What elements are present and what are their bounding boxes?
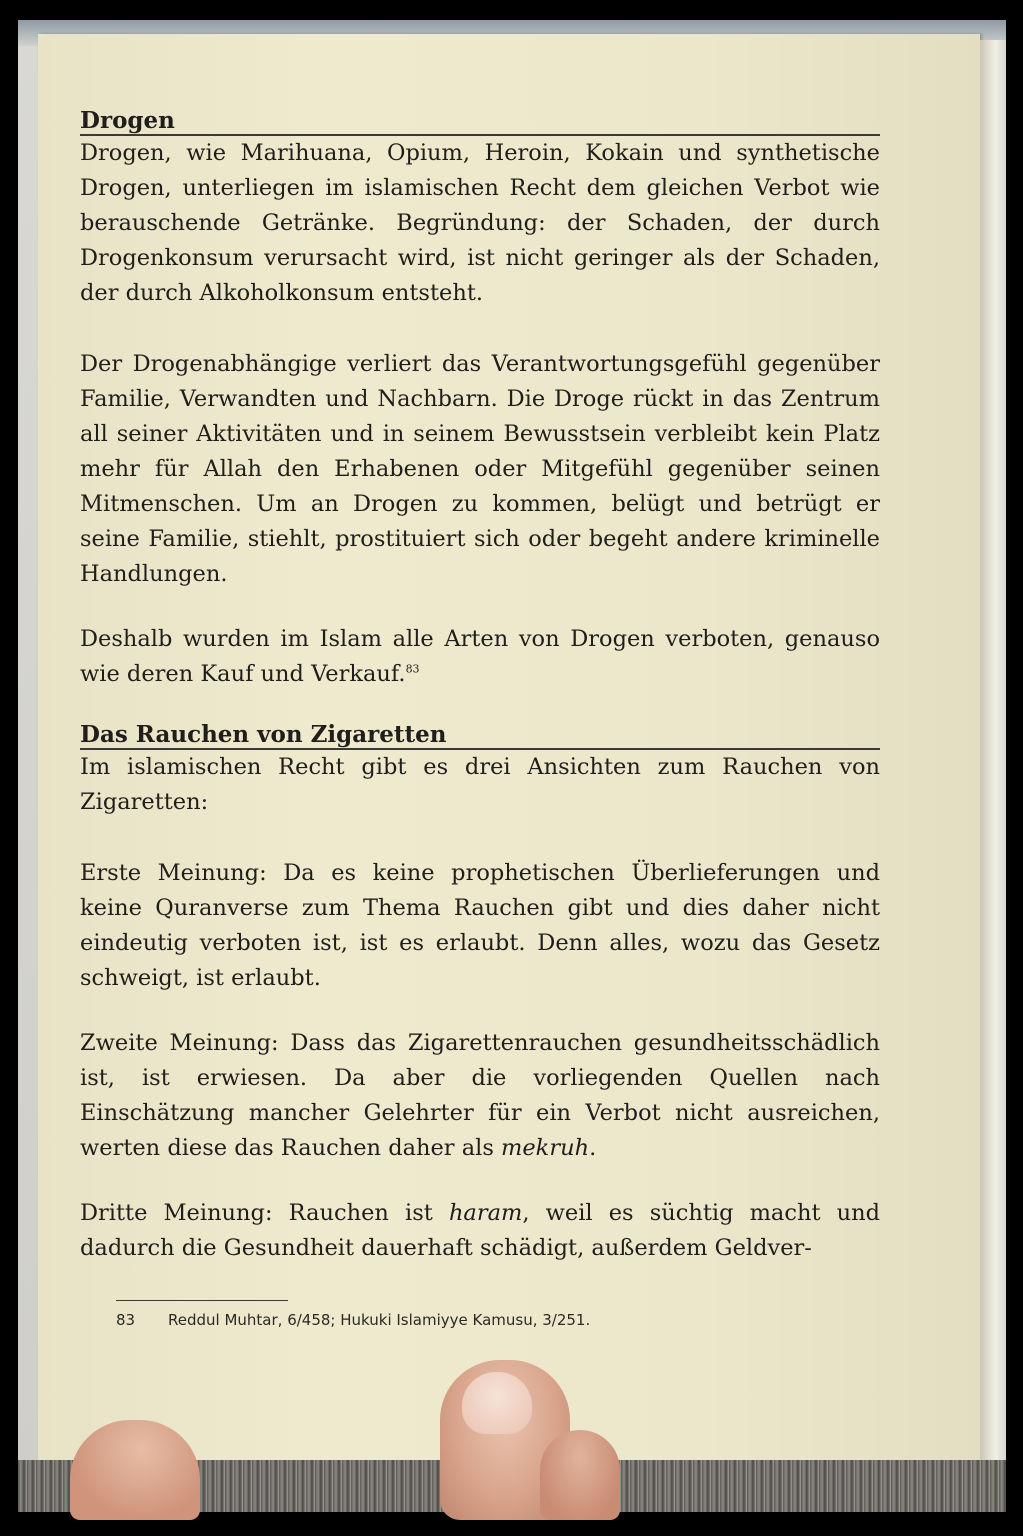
term-mekruh: mekruh bbox=[501, 1135, 590, 1161]
paragraph-opinion-2 bbox=[80, 1026, 880, 1166]
finger-left bbox=[70, 1420, 200, 1520]
page-edges bbox=[980, 40, 1006, 1480]
paragraph-drogen-3 bbox=[80, 622, 880, 692]
paragraph-drogen-2: Der Drogenabhängige verliert das Verantwortungsgefühl gegenüber Familie, Verwandten und Nachbarn. Die Droge rückt in das Zentrum all seiner Aktivitäten und in seinem Bewusstsein verbleibt kein Platz mehr für Allah den Erhabenen oder Mitgefühl gegenüber seinen Mitmenschen. Um an Drogen zu kommen, belügt und betrügt er seine Familie, stiehlt, prostituiert sich oder begeht andere kriminelle Handlungen. bbox=[80, 351, 880, 587]
page-body bbox=[80, 108, 880, 1266]
section-heading-drogen: Drogen bbox=[80, 108, 880, 136]
opinion-3-text: Dritte Meinung: Rauchen ist bbox=[80, 1200, 449, 1226]
footnote-rule bbox=[116, 1300, 288, 1301]
term-haram: haram bbox=[448, 1200, 523, 1226]
footnote-text: Reddul Muhtar, 6/458; Hukuki Islamiyye Kamusu, 3/251. bbox=[168, 1311, 591, 1329]
paragraph-opinion-3 bbox=[80, 1196, 880, 1266]
paragraph-rauchen-intro: Im islamischen Recht gibt es drei Ansichten zum Rauchen von Zigaretten: bbox=[80, 754, 880, 815]
paragraph-opinion-1: Erste Meinung: Da es keine prophetischen Überlieferungen und keine Quranverse zum Thema Rauchen gibt und dies daher nicht eindeutig verboten ist, ist es erlaubt. Denn alles, wozu das Gesetz schweigt, ist erlaubt. bbox=[80, 860, 880, 991]
footnote-reference[interactable]: 83 bbox=[405, 662, 420, 676]
footnote-number: 83 bbox=[116, 1311, 136, 1329]
opinion-3-end: , weil es süchtig macht und dadurch die Gesundheit dauerhaft schädigt, außerdem Geldver- bbox=[80, 1200, 880, 1261]
opinion-2-end: . bbox=[589, 1135, 597, 1161]
footnote bbox=[116, 1300, 876, 1329]
finger-right bbox=[540, 1430, 620, 1520]
section-heading-rauchen: Das Rauchen von Zigaretten bbox=[80, 722, 880, 750]
paragraph-drogen-1: Drogen, wie Marihuana, Opium, Heroin, Kokain und synthetische Drogen, unterliegen im islamischen Recht dem gleichen Verbot wie berauschende Getränke. Begründung: der Schaden, der durch Drogenkonsum verursacht wird, ist nicht geringer als der Schaden, der durch Alkoholkonsum entsteht. bbox=[80, 140, 880, 306]
paragraph-drogen-3-text: Deshalb wurden im Islam alle Arten von Drogen verboten, genauso wie deren Kauf und Verkauf. bbox=[80, 626, 880, 687]
thumbnail-nail bbox=[462, 1372, 532, 1434]
opinion-2-text: Zweite Meinung: Dass das Zigarettenrauchen gesundheitsschädlich ist, ist erwiesen. Da aber die vorliegenden Quellen nach Einschätzung mancher Gelehrter für ein Verbot nicht ausreichen, werten diese das Rauchen daher als bbox=[80, 1030, 880, 1161]
